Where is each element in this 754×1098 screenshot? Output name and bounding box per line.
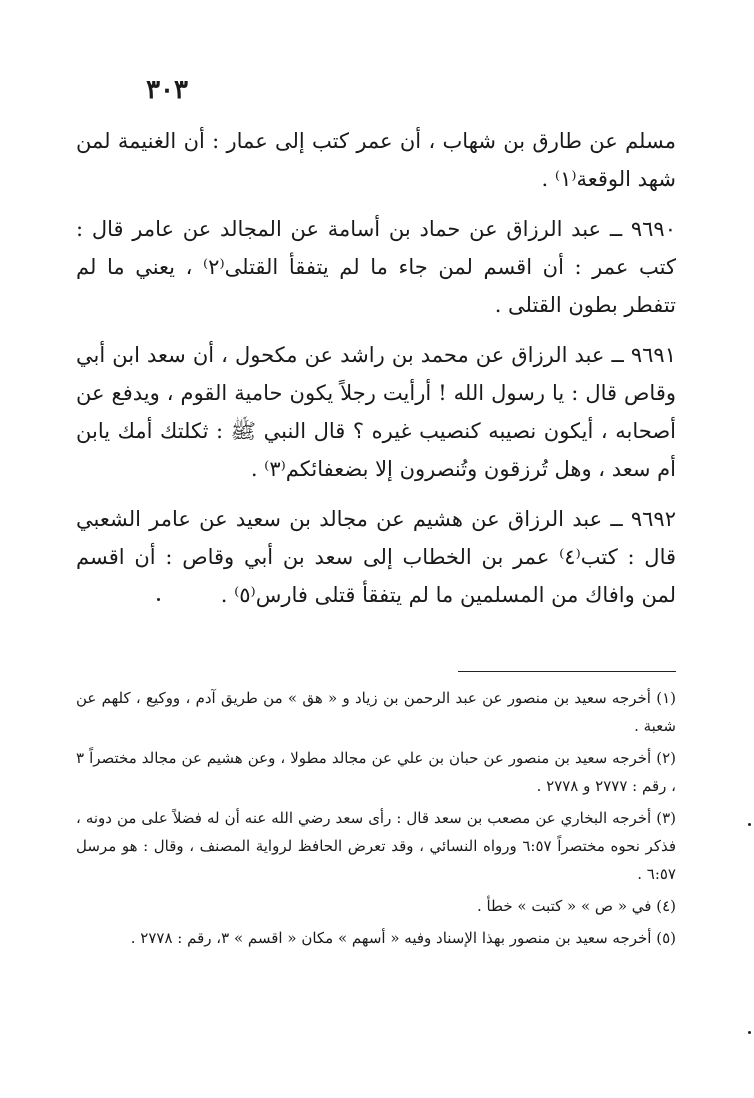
footnote-divider (458, 671, 676, 672)
paragraph-9692: ٩٦٩٢ ــ عبد الرزاق عن هشيم عن مجالد بن سعيد عن عامر الشعبي قال : كتب⁽٤⁾ عمر بن الخطاب إلى سعد بن أبي وقاص : أن اقسم لمن وافاك من المسلمين ما لم يتفقأ قتلى فارس⁽٥⁾ . (76, 507, 677, 607)
footnotes (76, 684, 676, 956)
ink-speck (748, 823, 751, 826)
ink-speck (157, 598, 160, 601)
page-number: ٣٠٣ (146, 75, 188, 105)
paragraph-9691: ٩٦٩١ ــ عبد الرزاق عن محمد بن راشد عن مكحول ، أن سعد ابن أبي وقاص قال : يا رسول الله ! أرأيت رجلاً يكون حامية القوم ، ويدفع عن أصحابه ، أيكون نصيبه كنصيب غيره ؟ قال النبي ﷺ : ثكلتك أمك يابن أم سعد ، وهل تُرزقون وتُنصرون إلا بضعفائكم⁽٣⁾ . (76, 343, 676, 481)
footnote-2: (٢) أخرجه سعيد بن منصور عن حبان بن علي عن مجالد مطولا ، وعن هشيم عن مجالد مختصراً ٣ ، رقم : ٢٧٧٧ و ٢٧٧٨ . (76, 749, 676, 795)
paragraph-9690: ٩٦٩٠ ــ عبد الرزاق عن حماد بن أسامة عن المجالد عن عامر قال : كتب عمر : أن اقسم لمن جاء ما لم يتفقأ القتلى⁽٢⁾ ، يعني ما لم تتفطر بطون القتلى . (76, 217, 676, 317)
ink-speck (748, 1031, 751, 1034)
footnote-4: (٤) في « ص » « كتبت » خطأ . (476, 897, 676, 915)
main-text (76, 122, 676, 626)
footnote-1: (١) أخرجه سعيد بن منصور عن عبد الرحمن بن زياد و « هق » من طريق آدم ، ووكيع ، كلهم عن شعبة . (76, 689, 676, 735)
footnote-5: (٥) أخرجه سعيد بن منصور بهذا الإسناد وفيه « أسهم » مكان « اقسم » ٣، رقم : ٢٧٧٨ . (130, 929, 676, 947)
footnote-3: (٣) أخرجه البخاري عن مصعب بن سعد قال : رأى سعد رضي الله عنه أن له فضلاً على من دونه ، فذكر نحوه مختصراً ٦:٥٧ ورواه النسائي ، وقد تعرض الحافظ لرواية المصنف ، وقال : هو مرسل ٦:٥٧ . (76, 809, 676, 883)
paragraph-continuation: مسلم عن طارق بن شهاب ، أن عمر كتب إلى عمار : أن الغنيمة لمن شهد الوقعة⁽١⁾ . (76, 129, 676, 191)
